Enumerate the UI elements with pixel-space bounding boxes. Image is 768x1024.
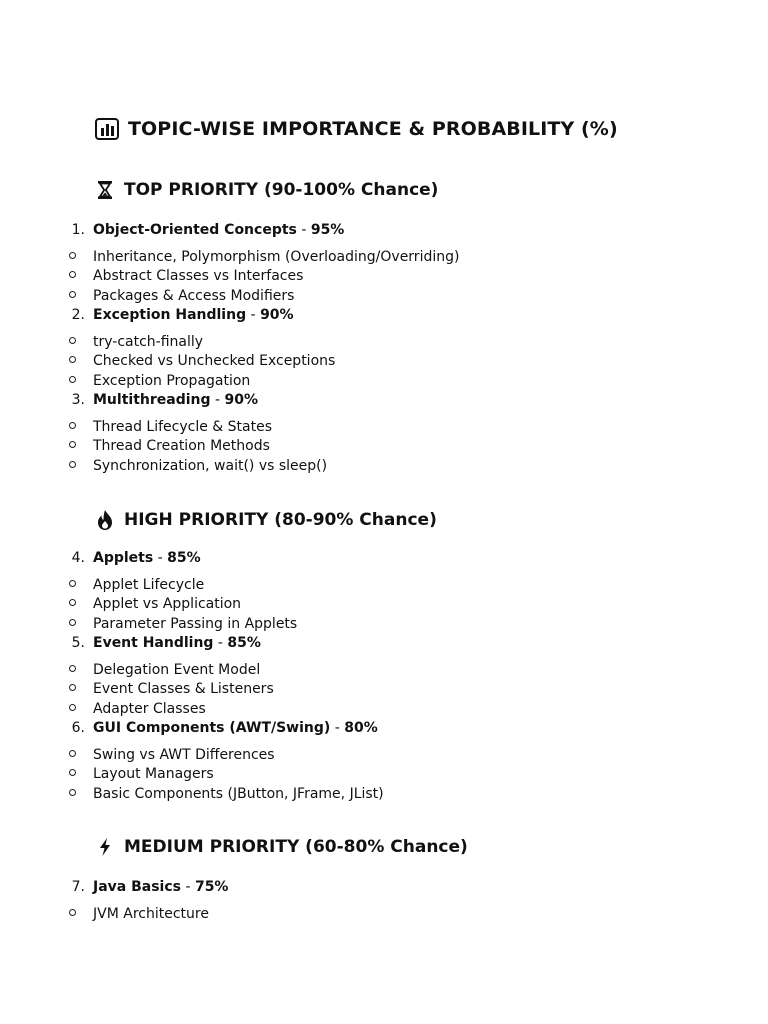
list-item: Applet Lifecycle	[93, 576, 204, 594]
circle-bullet-icon	[69, 580, 76, 587]
list-item: Inheritance, Polymorphism (Overloading/Overriding)	[93, 248, 459, 266]
topic-percent: 90%	[224, 392, 258, 408]
list-item: Delegation Event Model	[93, 661, 260, 679]
list-item: Thread Creation Methods	[93, 437, 270, 455]
section-heading-text: TOP PRIORITY (90-100% Chance)	[124, 180, 439, 200]
list-item: Exception Propagation	[93, 372, 250, 390]
list-item: Layout Managers	[93, 765, 214, 783]
list-item: Adapter Classes	[93, 700, 206, 718]
list-item: Abstract Classes vs Interfaces	[93, 267, 303, 285]
circle-bullet-icon	[69, 271, 76, 278]
title-text: TOPIC-WISE IMPORTANCE & PROBABILITY (%)	[128, 118, 618, 140]
list-item: Basic Components (JButton, JFrame, JList)	[93, 785, 384, 803]
topic-line: 2. Exception Handling - 90%	[71, 307, 294, 323]
topic-percent: 95%	[310, 222, 345, 238]
hourglass-icon	[96, 180, 114, 200]
topic-name: Object-Oriented Concepts	[93, 222, 297, 238]
section-heading-top-priority	[96, 180, 438, 200]
circle-bullet-icon	[69, 769, 76, 776]
circle-bullet-icon	[69, 599, 76, 606]
topic-name: Event Handling	[93, 635, 214, 651]
topic-name: GUI Components (AWT/Swing)	[93, 720, 331, 736]
topic-line: 6. GUI Components (AWT/Swing) - 80%	[71, 720, 378, 736]
topic-percent: 90%	[260, 307, 294, 323]
list-item: Event Classes & Listeners	[93, 680, 274, 698]
topic-line: 4. Applets - 85%	[71, 550, 201, 566]
topic-percent: 75%	[194, 879, 229, 895]
circle-bullet-icon	[69, 619, 76, 626]
section-heading-text: HIGH PRIORITY (80-90% Chance)	[124, 510, 437, 530]
section-heading-medium-priority	[96, 837, 468, 857]
topic-line: 5. Event Handling - 85%	[71, 635, 261, 651]
list-item: Packages & Access Modifiers	[93, 287, 294, 305]
section-heading-text: MEDIUM PRIORITY (60-80% Chance)	[124, 837, 468, 857]
list-item: try-catch-finally	[93, 333, 203, 351]
circle-bullet-icon	[69, 441, 76, 448]
circle-bullet-icon	[69, 422, 76, 429]
circle-bullet-icon	[69, 665, 76, 672]
topic-line: 7. Java Basics - 75%	[71, 879, 229, 895]
topic-percent: 85%	[227, 635, 261, 651]
topic-name: Multithreading	[93, 392, 211, 408]
topic-percent: 80%	[344, 720, 378, 736]
page-title	[95, 118, 618, 140]
circle-bullet-icon	[69, 789, 76, 796]
bar-chart-icon	[95, 118, 119, 140]
lightning-icon	[96, 837, 114, 857]
topic-name: Exception Handling	[93, 307, 247, 323]
circle-bullet-icon	[69, 337, 76, 344]
topic-name: Applets	[93, 550, 154, 566]
topic-name: Java Basics	[93, 879, 181, 895]
list-item: Checked vs Unchecked Exceptions	[93, 352, 335, 370]
list-item: Parameter Passing in Applets	[93, 615, 297, 633]
flame-icon	[96, 509, 114, 531]
list-item: Applet vs Application	[93, 595, 241, 613]
circle-bullet-icon	[69, 909, 76, 916]
section-heading-high-priority	[96, 509, 437, 531]
circle-bullet-icon	[69, 291, 76, 298]
topic-line: 1. Object-Oriented Concepts - 95%	[71, 222, 345, 238]
circle-bullet-icon	[69, 461, 76, 468]
circle-bullet-icon	[69, 684, 76, 691]
circle-bullet-icon	[69, 252, 76, 259]
list-item: Synchronization, wait() vs sleep()	[93, 457, 327, 475]
list-item: Thread Lifecycle & States	[93, 418, 272, 436]
topic-percent: 85%	[167, 550, 201, 566]
list-item: Swing vs AWT Differences	[93, 746, 275, 764]
list-item: JVM Architecture	[93, 905, 209, 923]
circle-bullet-icon	[69, 704, 76, 711]
circle-bullet-icon	[69, 750, 76, 757]
topic-line: 3. Multithreading - 90%	[71, 392, 258, 408]
circle-bullet-icon	[69, 356, 76, 363]
circle-bullet-icon	[69, 376, 76, 383]
